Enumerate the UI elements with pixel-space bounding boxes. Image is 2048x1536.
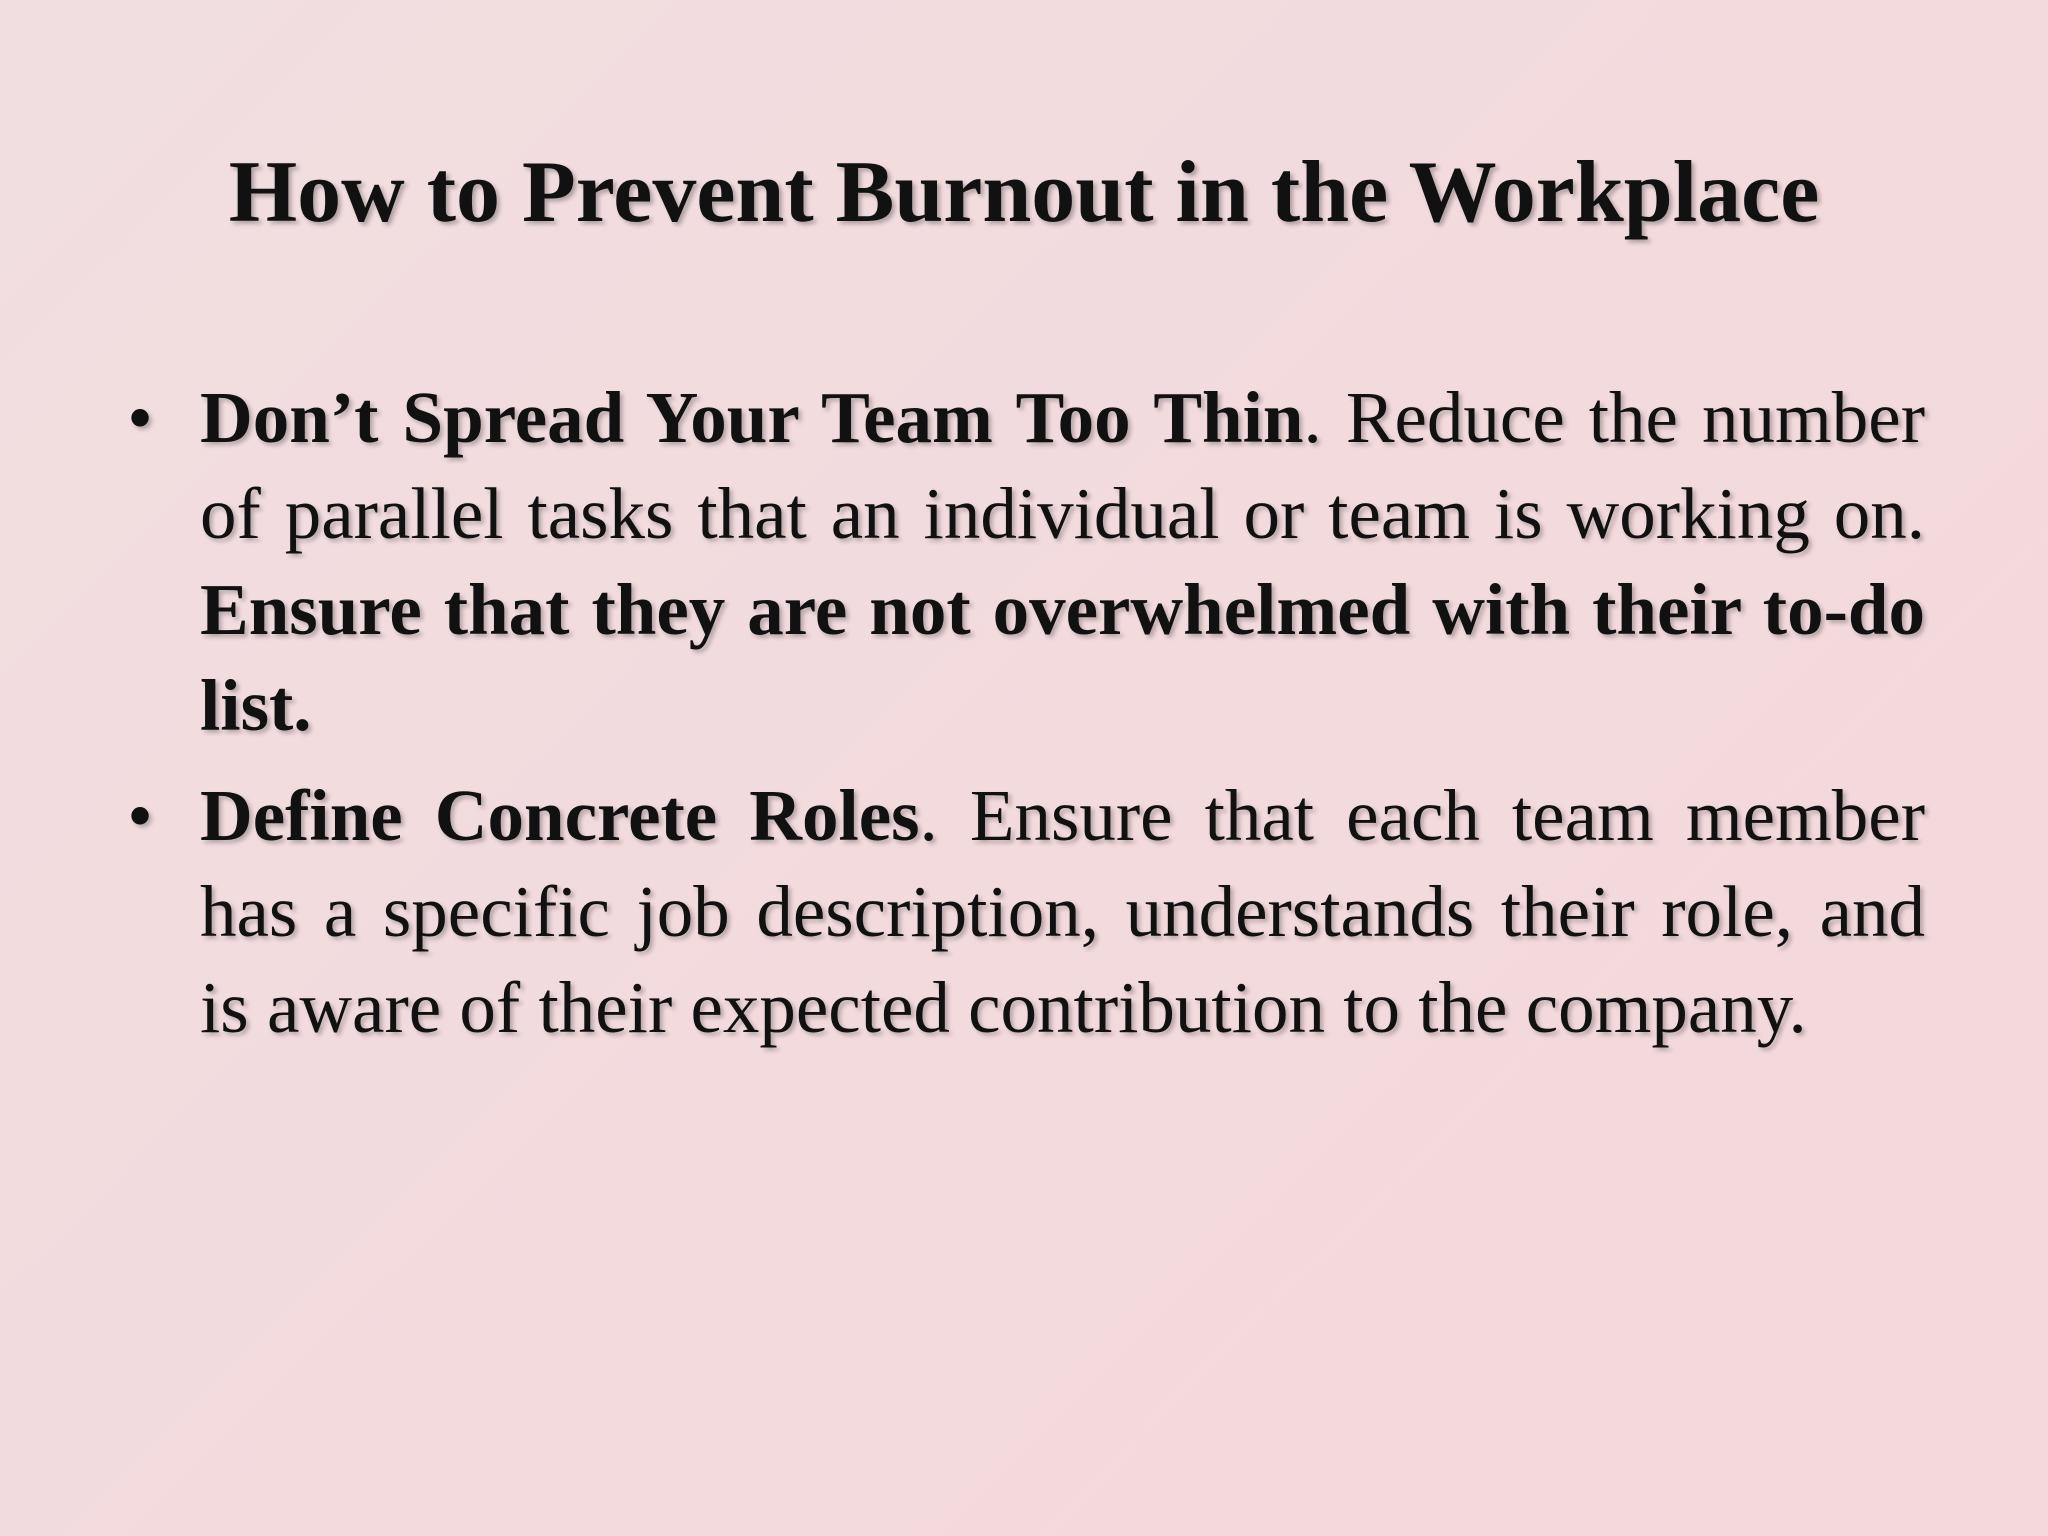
bullet-body: Reduce the number of parallel tasks that an individual or team is working on. (200, 377, 1926, 554)
bullet-icon: • (127, 775, 153, 856)
bullet-heading-punctuation: . (919, 775, 970, 856)
bullet-list (127, 370, 1926, 1070)
bullet-icon: • (127, 377, 153, 458)
bullet-emphasis: Ensure that they are not overwhelmed with their to-do list. (200, 569, 1925, 746)
slide-title: How to Prevent Burnout in the Workplace (228, 144, 1820, 241)
bullet-heading-punctuation: . (1303, 377, 1346, 458)
bullet-body: Ensure that each team member has a specific job description, understands their role, and is aware of their expected contribution to the company. (200, 775, 1926, 1048)
bullet-heading: Don’t Spread Your Team Too Thin (200, 377, 1304, 458)
bullet-item-concrete-roles (127, 768, 1926, 1056)
bullet-item-spread-team (127, 370, 1926, 754)
bullet-heading: Define Concrete Roles (200, 775, 920, 856)
